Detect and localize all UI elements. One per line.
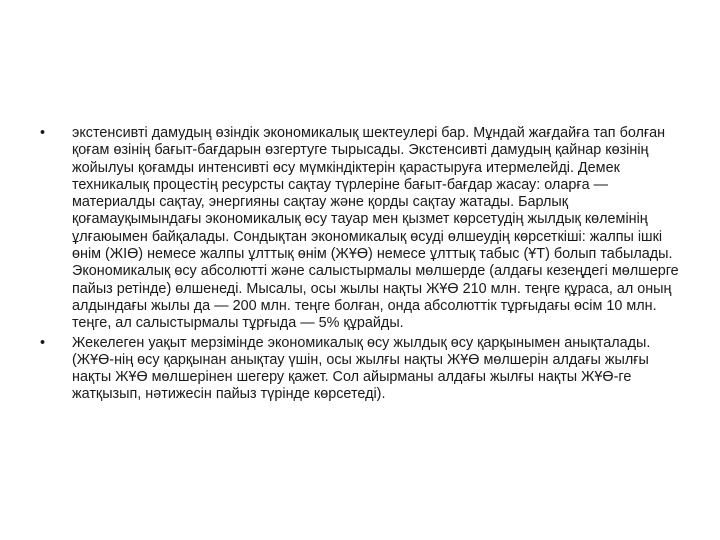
bullet-text-2: Жекелеген уақыт мерзімінде экономикалық өсу жылдық өсу қарқынымен анықталады. (ЖҰӨ-нің өсу қарқынан анықтау үшін, осы жылғы нақты ЖҰӨ мөлшерін алдағы жылғы нақты ЖҰӨ мөлшерінен шегеру қажет. Сол айырманы алдағы жылғы нақты ЖҰӨ-ге жатқызып, нәтижесін пайыз түрінде көрсетеді). xyxy=(72,334,651,403)
bullet-list xyxy=(40,125,680,404)
bullet-text-1: экстенсивті дамудың өзіндік экономикалық шектеулері бар. Мұндай жағдайға тап болған қоғам өзінің бағыт-бағдарын өзгертуге тырысады. Экстенсивті дамудың қайнар көзінің жойылуы қоғамды интенсивті өсу мүмкіндіктерін қарастыруға итермелейді. Демек техникалық процестің ресурсты сақтау түрлеріне бағыт-бағдар жасау: оларға — материалды сақтау, энергияны сақтау және қорды сақтау жатады. Барлық қоғамауқымындағы экономикалық өсу тауар мен қызмет көрсетудің жылдық көлемінің ұлғаюымен байқалады. Сондықтан экономикалық өсуді өлшеудің көрсеткіші: жалпы ішкі өнім (ЖІӨ) немесе жалпы ұлттық өнім (ЖҰӨ) немесе ұлттық табыс (ҰТ) болып табылады. Экономикалық өсу абсолютті және салыстырмалы мөлшерде (алдағы кезеңдегі мөлшерге пайыз ретінде) өлшенеді. Мысалы, осы жылы нақты ЖҰӨ 210 млн. теңге құраса, ал оның алдындағы жылы да — 200 млн. теңге болған, онда абсолюттік тұрғыдағы өсім 10 млн. теңге, ал салыстырмалы тұрғыда — 5% құрайды. xyxy=(72,125,679,332)
bullet-marker: • xyxy=(40,125,46,141)
bullet-item-2 xyxy=(40,335,680,404)
bullet-item-1 xyxy=(40,125,680,333)
bullet-marker: • xyxy=(40,334,46,351)
